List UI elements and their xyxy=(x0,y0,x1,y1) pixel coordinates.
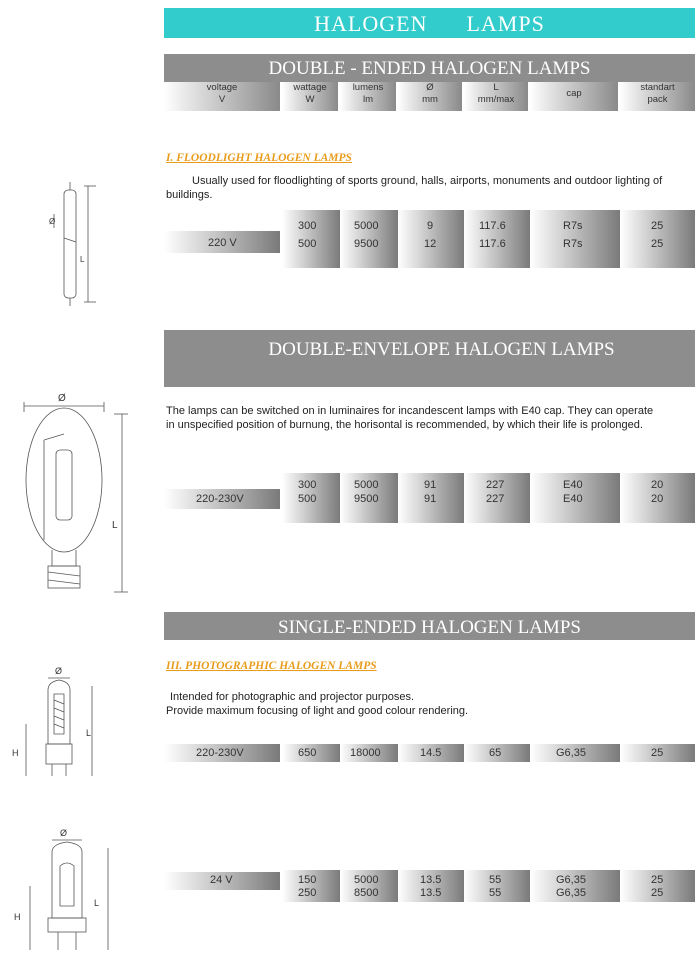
low-voltage-wattage-2: 250 xyxy=(298,887,317,899)
low-voltage-voltage: 24 V xyxy=(210,874,233,886)
double-envelope-length-2: 227 xyxy=(486,493,505,505)
floodlight-lamp-diagram-icon xyxy=(40,180,110,310)
photographic-description-1: Intended for photographic and projector purposes. xyxy=(170,691,414,703)
col-header-pack: standart pack xyxy=(620,82,695,111)
photographic-lumens: 18000 xyxy=(350,747,381,759)
floodlight-diameter-1: 9 xyxy=(427,220,434,232)
floodlight-pack-1: 25 xyxy=(651,220,664,232)
floodlight-voltage: 220 V xyxy=(208,237,237,249)
floodlight-length-2: 117.6 xyxy=(479,238,506,250)
col-header-wattage: wattage W xyxy=(282,82,338,111)
floodlight-lumens-1: 5000 xyxy=(354,220,379,232)
double-envelope-pack-2: 20 xyxy=(651,493,664,505)
photographic-diameter: 14.5 xyxy=(420,747,442,759)
floodlight-cap-2: R7s xyxy=(563,238,583,250)
double-envelope-voltage: 220-230V xyxy=(196,493,244,505)
low-voltage-length-2: 55 xyxy=(489,887,502,899)
low-voltage-cap-2: G6,35 xyxy=(556,887,586,899)
lowv-height-label: H xyxy=(14,912,21,922)
floodlight-length-1: 117.6 xyxy=(479,220,506,232)
floodlight-diameter-2: 12 xyxy=(424,238,437,250)
envelope-length-label: L xyxy=(112,520,118,531)
photo-length-label: L xyxy=(86,728,92,738)
double-envelope-description: The lamps can be switched on in luminaires for incandescent lamps with E40 cap. They can operate in unspecified position of burnung, the horisontal is recommended, by which their life is prolonged. xyxy=(166,405,654,431)
floodlight-subtitle: I. FLOODLIGHT HALOGEN LAMPS xyxy=(166,152,352,164)
floodlight-diameter-label: Ø xyxy=(49,217,56,226)
double-envelope-cap-2: E40 xyxy=(563,493,583,505)
floodlight-description: Usually used for floodlighting of sports ground, halls, airports, monuments and outdoor lighting of buildings. xyxy=(166,175,663,201)
page-title: HALOGEN LAMPS xyxy=(164,8,695,38)
floodlight-wattage-1: 300 xyxy=(298,220,317,232)
lowv-length-label: L xyxy=(94,898,100,908)
photographic-subtitle: III. PHOTOGRAPHIC HALOGEN LAMPS xyxy=(166,660,377,672)
low-voltage-lumens-2: 8500 xyxy=(354,887,379,899)
photographic-description-2: Provide maximum focusing of light and good colour rendering. xyxy=(166,705,469,717)
low-voltage-pack-2: 25 xyxy=(651,887,664,899)
low-voltage-wattage-1: 150 xyxy=(298,874,317,886)
photographic-lamp-diagram-icon xyxy=(8,664,108,788)
single-ended-heading: SINGLE-ENDED HALOGEN LAMPS xyxy=(164,612,695,640)
double-envelope-cap-1: E40 xyxy=(563,479,583,491)
low-voltage-lumens-1: 5000 xyxy=(354,874,379,886)
photographic-wattage: 650 xyxy=(298,747,317,759)
double-envelope-lamp-diagram-icon xyxy=(14,390,134,600)
double-ended-heading: DOUBLE - ENDED HALOGEN LAMPS xyxy=(164,54,695,82)
col-header-lumens: lumens lm xyxy=(340,82,396,111)
double-envelope-heading: DOUBLE-ENVELOPE HALOGEN LAMPS xyxy=(164,330,695,387)
low-voltage-diameter-2: 13.5 xyxy=(420,887,442,899)
envelope-diameter-label: Ø xyxy=(58,393,66,404)
floodlight-lumens-2: 9500 xyxy=(354,238,379,250)
low-voltage-diameter-1: 13.5 xyxy=(420,874,442,886)
photographic-cap: G6,35 xyxy=(556,747,586,759)
lowv-diameter-label: Ø xyxy=(60,828,68,838)
double-envelope-length-1: 227 xyxy=(486,479,505,491)
low-voltage-lamp-diagram-icon xyxy=(8,826,118,956)
photographic-voltage: 220-230V xyxy=(196,747,244,759)
col-header-diameter: Ø mm xyxy=(398,82,462,111)
double-envelope-pack-1: 20 xyxy=(651,479,664,491)
photo-height-label: H xyxy=(12,748,19,758)
double-envelope-wattage-1: 300 xyxy=(298,479,317,491)
floodlight-pack-2: 25 xyxy=(651,238,664,250)
double-envelope-lumens-1: 5000 xyxy=(354,479,379,491)
double-envelope-lumens-2: 9500 xyxy=(354,493,379,505)
photographic-pack: 25 xyxy=(651,747,664,759)
low-voltage-cap-1: G6,35 xyxy=(556,874,586,886)
double-envelope-diameter-2: 91 xyxy=(424,493,437,505)
photo-diameter-label: Ø xyxy=(55,666,63,676)
low-voltage-pack-1: 25 xyxy=(651,874,664,886)
col-header-cap: cap xyxy=(530,82,618,111)
floodlight-wattage-2: 500 xyxy=(298,238,317,250)
photographic-length: 65 xyxy=(489,747,502,759)
col-header-voltage: voltage V xyxy=(164,82,280,111)
double-envelope-diameter-1: 91 xyxy=(424,479,437,491)
col-header-length: L mm/max xyxy=(464,82,528,111)
double-envelope-wattage-2: 500 xyxy=(298,493,317,505)
floodlight-cap-1: R7s xyxy=(563,220,583,232)
floodlight-length-label: L xyxy=(80,255,85,264)
low-voltage-length-1: 55 xyxy=(489,874,502,886)
